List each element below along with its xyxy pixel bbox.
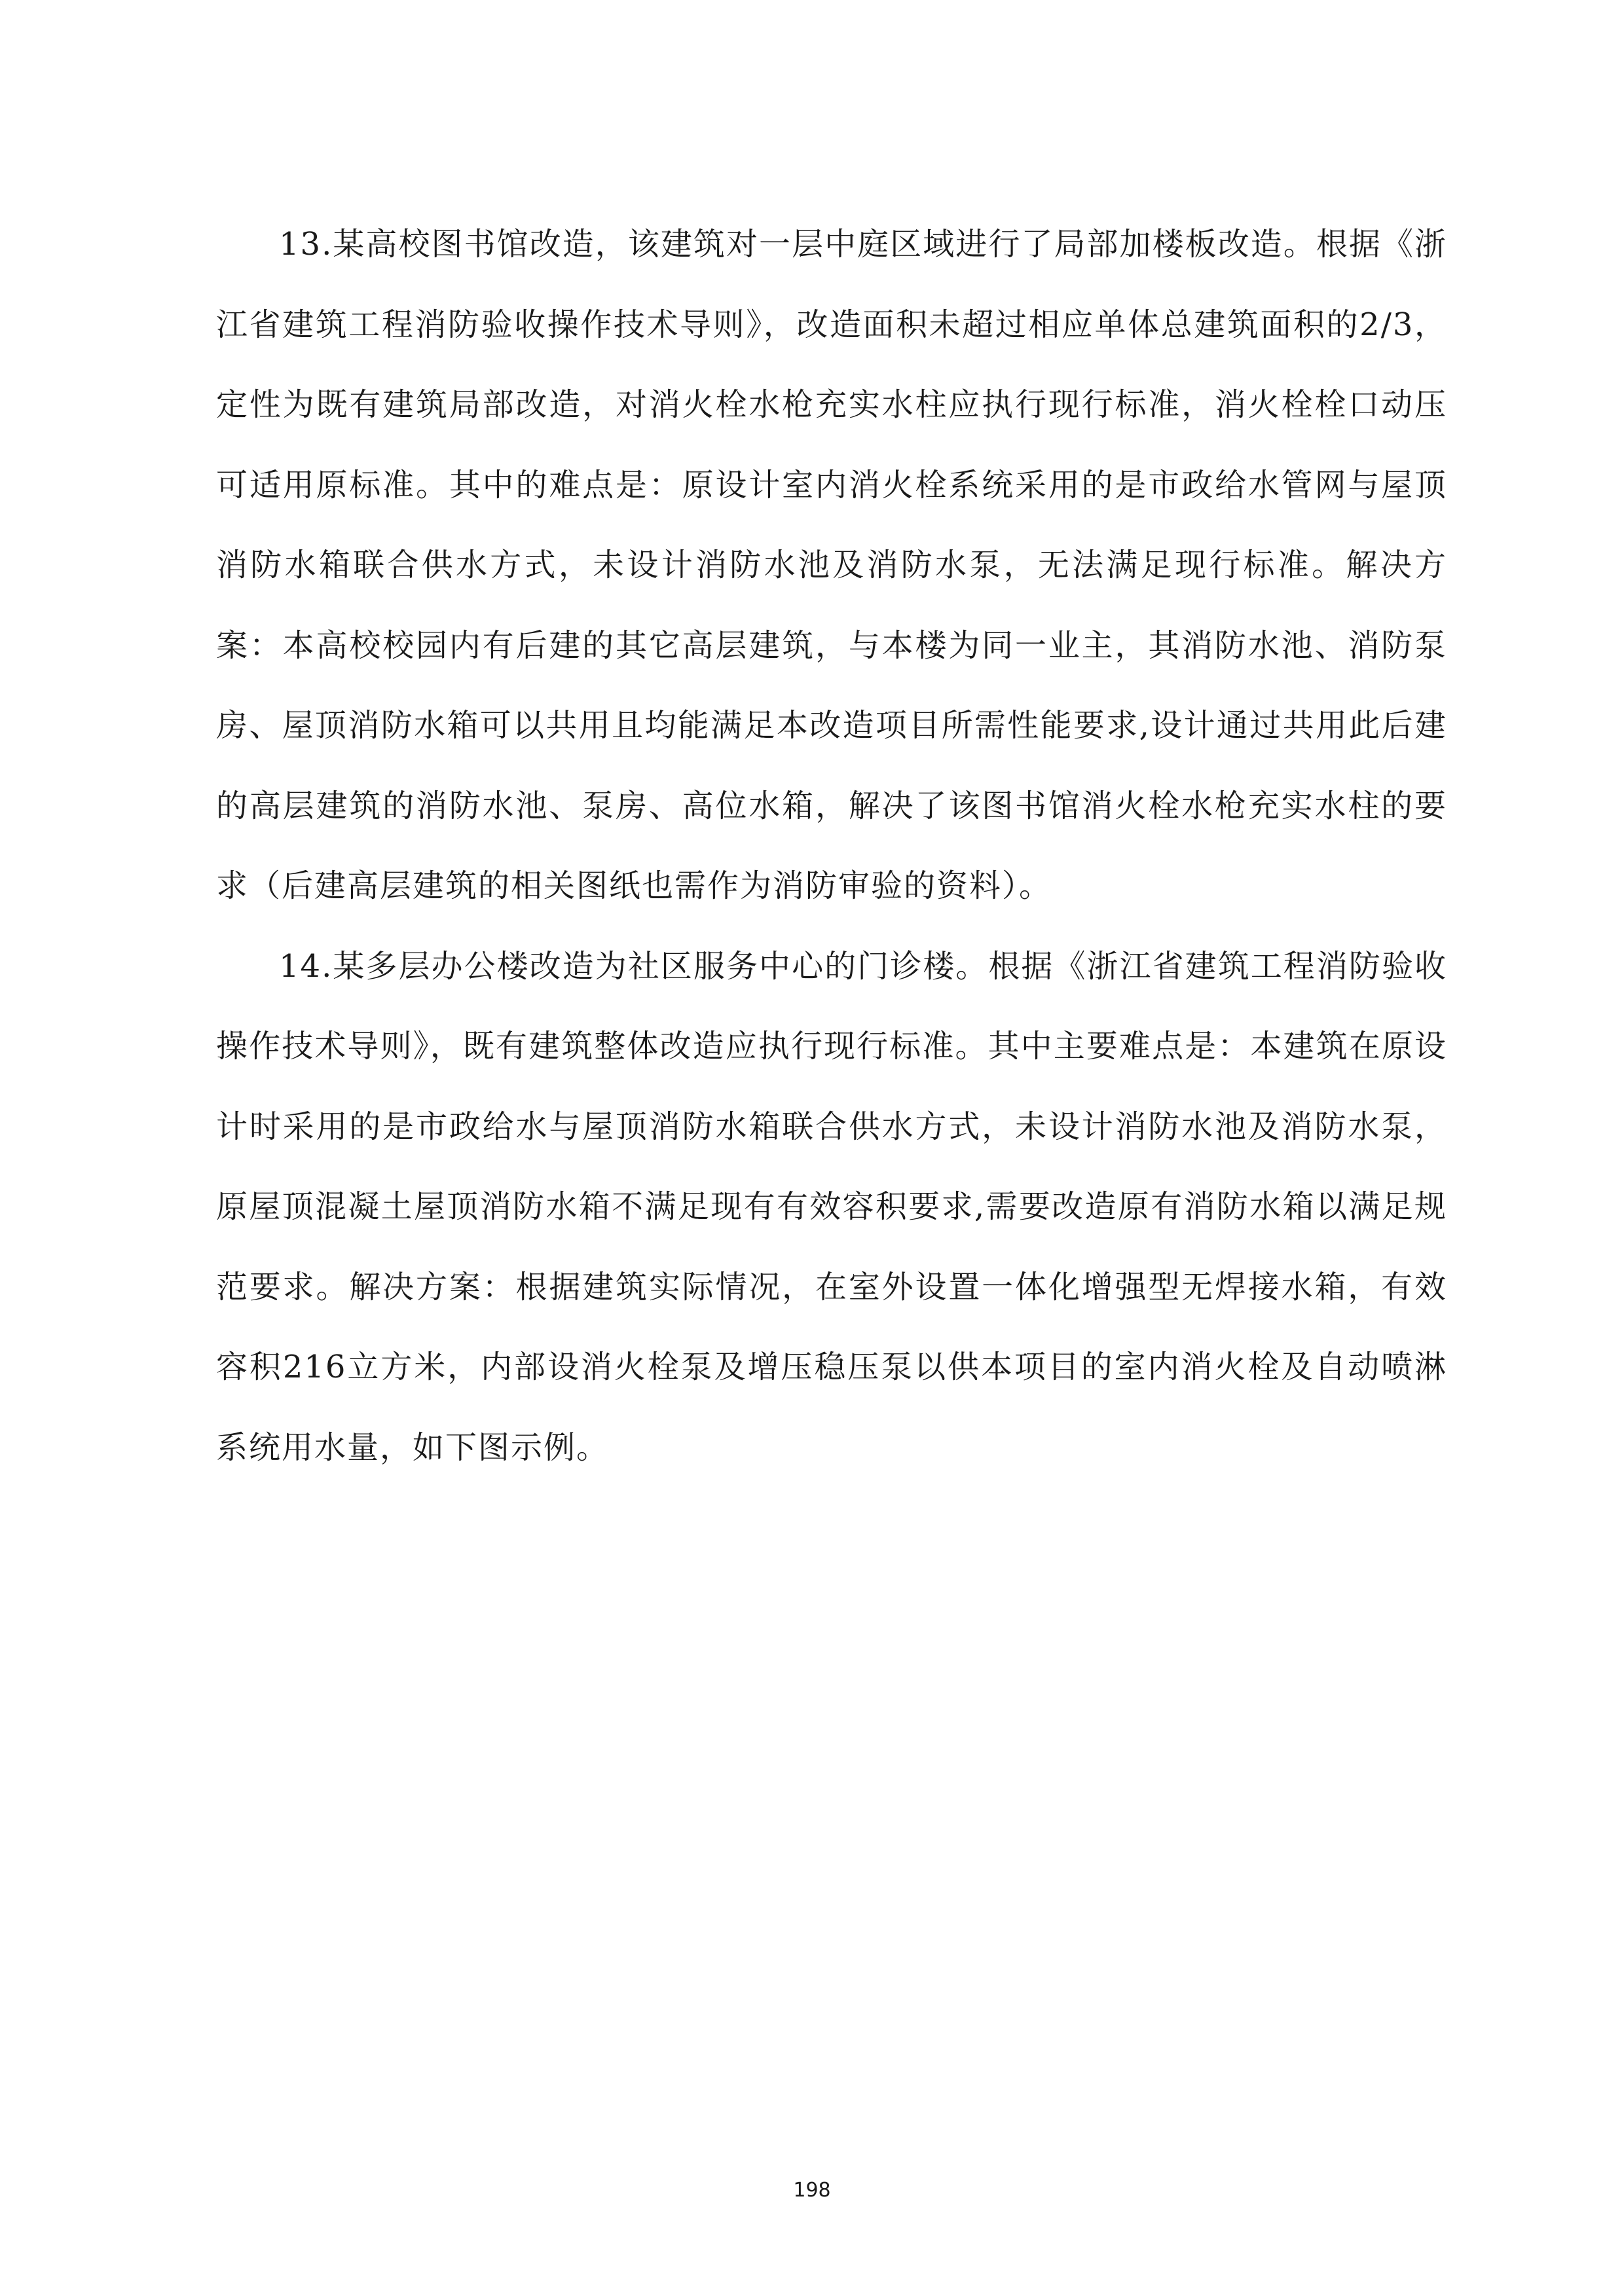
- paragraph-14: 14.某多层办公楼改造为社区服务中心的门诊楼。根据《浙江省建筑工程消防验收操作技术导则》，既有建筑整体改造应执行现行标准。其中主要难点是：本建筑在原设计时采用的是市政给水与屋顶消防水箱联合供水方式，未设计消防水池及消防水泵，原屋顶混凝土屋顶消防水箱不满足现有有效容积要求,需要改造原有消防水箱以满足规范要求。解决方案：根据建筑实际情况，在室外设置一体化增强型无焊接水箱，有效容积216立方米，内部设消火栓泵及增压稳压泵以供本项目的室内消火栓及自动喷淋系统用水量，如下图示例。: [216, 947, 1447, 1466]
- body-text: [216, 204, 1447, 1487]
- page-number: 198: [793, 2179, 831, 2202]
- paragraph-13: 13.某高校图书馆改造，该建筑对一层中庭区域进行了局部加楼板改造。根据《浙江省建筑工程消防验收操作技术导则》，改造面积未超过相应单体总建筑面积的2/3，定性为既有建筑局部改造，对消火栓水枪充实水柱应执行现行标准，消火栓栓口动压可适用原标准。其中的难点是：原设计室内消火栓系统采用的是市政给水管网与屋顶消防水箱联合供水方式，未设计消防水池及消防水泵，无法满足现行标准。解决方案：本高校校园内有后建的其它高层建筑，与本楼为同一业主，其消防水池、消防泵房、屋顶消防水箱可以共用且均能满足本改造项目所需性能要求,设计通过共用此后建的高层建筑的消防水池、泵房、高位水箱，解决了该图书馆消火栓水枪充实水柱的要求（后建高层建筑的相关图纸也需作为消防审验的资料）。: [216, 226, 1447, 904]
